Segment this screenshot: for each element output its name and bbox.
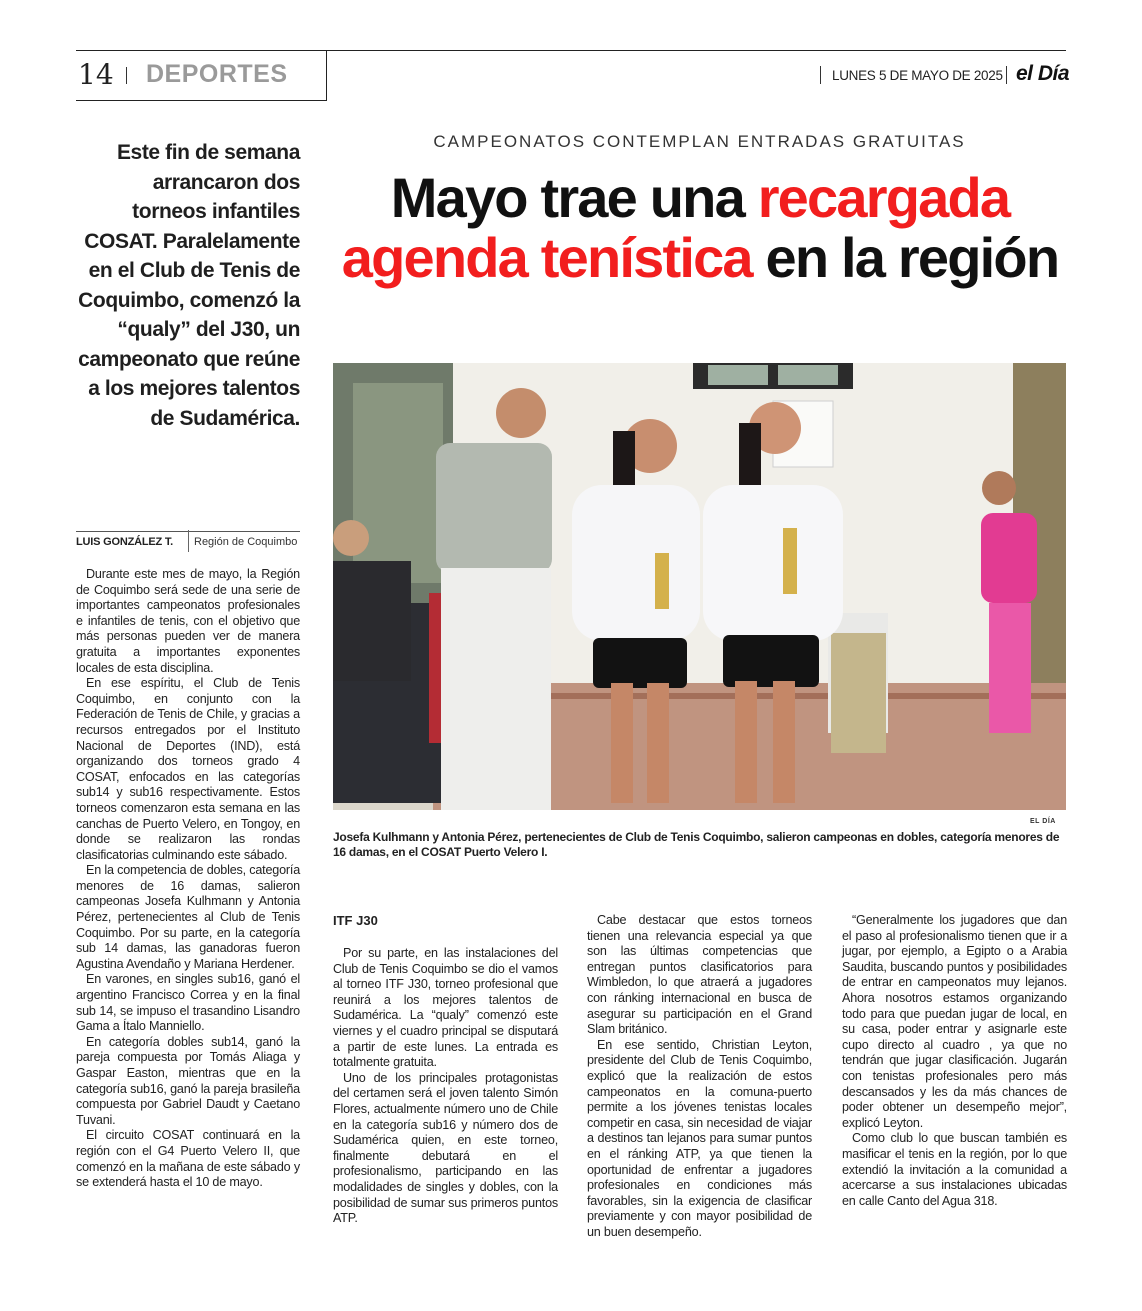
edition-date: LUNES 5 DE MAYO DE 2025 (832, 68, 1003, 83)
paragraph: Durante este mes de mayo, la Región de Coquimbo será sede de una serie de importantes campeonatos profesionales e infantiles de tenis, con el objetivo que más personas pueden ver de manera gratuita a importantes exponentes locales de esta disciplina. (76, 567, 300, 675)
header-bottom-rule (76, 100, 326, 101)
photo-caption: Josefa Kulhmann y Antonia Pérez, pertenecientes de Club de Tenis Coquimbo, salieron campeonas en dobles, categoría menores de 16 damas, en el COSAT Puerto Velero I. (333, 830, 1060, 859)
paragraph: En categoría dobles sub14, ganó la pareja compuesta por Tomás Aliaga y Gaspar Easton, mientras que en la categoría sub16, ganó la pareja brasileña compuesta por Gabriel Daudt y Caetano Tuvani. (76, 1034, 300, 1127)
headline-highlight: agenda tenística (341, 226, 752, 289)
lead-text: Este fin de semana arrancaron dos torneos infantiles COSAT. Paralelamente en el Club de Tenis de Coquimbo, comenzó la “qualy” del J30, un campeonato que reúne a los mejores talentos de Sudamérica. (78, 141, 300, 430)
byline-location: Región de Coquimbo (194, 536, 298, 548)
article-column-4 (842, 913, 1067, 1209)
photo-credit: EL DÍA (1030, 818, 1056, 825)
byline-divider (188, 530, 189, 552)
article-column-3 (587, 913, 812, 1240)
section-title: DEPORTES (146, 60, 288, 88)
paragraph: En la competencia de dobles, categoría menores de 16 damas, salieron campeonas Josefa Kulhmann y Antonia Pérez, pertenecientes al Club de Tenis Coquimbo. Por su parte, en la categoría sub 14 damas, las ganadoras fueron Agustina Avendaño y Mariana Herdener. (76, 863, 300, 971)
header-divider (126, 67, 127, 84)
article-lead (76, 138, 300, 433)
byline-author: LUIS GONZÁLEZ T. (76, 536, 174, 548)
paragraph: En ese sentido, Christian Leyton, presidente del Club de Tenis Coquimbo, explicó que la realización de estos campeonatos en la comuna-puerto permite a los jóvenes tenistas locales competir en casa, sin necesidad de viajar a destinos tan lejanos para sumar puntos en el ránking ATP, ya que tienen la oportunidad de enfrentar a jugadores profesionales en condiciones más favorables, sin la exigencia de clasificar previamente y con mayor posibilidad de un buen desempeño. (587, 1037, 812, 1239)
header-divider (820, 66, 821, 84)
article-column-2 (333, 946, 558, 1227)
header-top-rule (76, 50, 1066, 51)
paragraph: En ese espíritu, el Club de Tenis Coquimbo, en conjunto con la Federación de Tenis de Chile, y gracias a recursos entregados por el Instituto Nacional de Deportes (IND), está organizando dos torneos grado 4 COSAT, enfocados en las categorías sub14 y sub16 respectivamente. Estos torneos comenzaron esta semana en las canchas de Puerto Velero, en Tongoy, en donde se realizaron las rondas clasificatorias culminando este sábado. (76, 676, 300, 862)
paragraph: El circuito COSAT continuará en la región con el G4 Puerto Velero II, que comenzó en la mañana de este sábado y se extenderá hasta el 10 de mayo. (76, 1128, 300, 1190)
paragraph: “Generalmente los jugadores que dan el paso al profesionalismo tienen que ir a jugar, por ejemplo, a Egipto o a Arabia Saudita, buscando puntos y posibilidades de entrar en campeonatos muy lejanos. Ahora nosotros estamos organizando todo para que puedan jugar de local, en su casa, poder entrar y asignarle este cupo directo al cuadro , ya que no tendrán que jugar clasificación. Jugarán con tenistas profesionales pero más descansados y les da más chances de poder obtener un desempeño mejor”, explicó Leyton. (842, 913, 1067, 1130)
article-headline (320, 168, 1080, 288)
headline-part: Mayo trae una (390, 166, 758, 229)
paragraph: Uno de los principales protagonistas del certamen será el joven talento Simón Flores, actualmente número uno de Chile en la categoría sub16 y número dos de Sudamérica quien, en este torneo, finalmente debutará en el profesionalismo, participando en las modalidades de singles y dobles, con la posibilidad de sumar sus primeros puntos ATP. (333, 1070, 558, 1226)
headline-part: en la región (751, 226, 1059, 289)
headline-highlight: recargada (757, 166, 1010, 229)
header-divider (1006, 66, 1007, 84)
paragraph: Como club lo que buscan también es masificar el tenis en la región, por lo que extendió la invitación a la comunidad a acercarse a sus instalaciones ubicadas en calle Canto del Agua 318. (842, 1131, 1067, 1208)
article-column-1 (76, 567, 300, 1191)
paragraph: Por su parte, en las instalaciones del Club de Tenis Coquimbo se dio el vamos al torneo ITF J30, torneo profesional que reunirá a los mejores talentos de Sudamérica. La “qualy” comenzó este viernes y el cuadro principal se disputará a partir de este lunes. La entrada es totalmente gratuita. (333, 946, 558, 1070)
page-number: 14 (78, 58, 114, 91)
article-photo (333, 363, 1066, 810)
paragraph: En varones, en singles sub16, ganó el argentino Francisco Correa y en la final sub 14, se impuso el trasandino Lisandro Gama a Ítalo Manniello. (76, 972, 300, 1034)
subhead: ITF J30 (333, 913, 378, 928)
article-kicker: CAMPEONATOS CONTEMPLAN ENTRADAS GRATUITAS (433, 132, 966, 151)
publication-logo: el Día (1016, 62, 1070, 85)
header-vertical-rule (326, 50, 327, 101)
paragraph: Cabe destacar que estos torneos tienen una relevancia especial ya que son las últimas competencias que entregan puntos clasificatorios para Wimbledon, lo que atraerá a jugadores con ránking internacional en busca de asegurar su participación en el Grand Slam británico. (587, 913, 812, 1037)
